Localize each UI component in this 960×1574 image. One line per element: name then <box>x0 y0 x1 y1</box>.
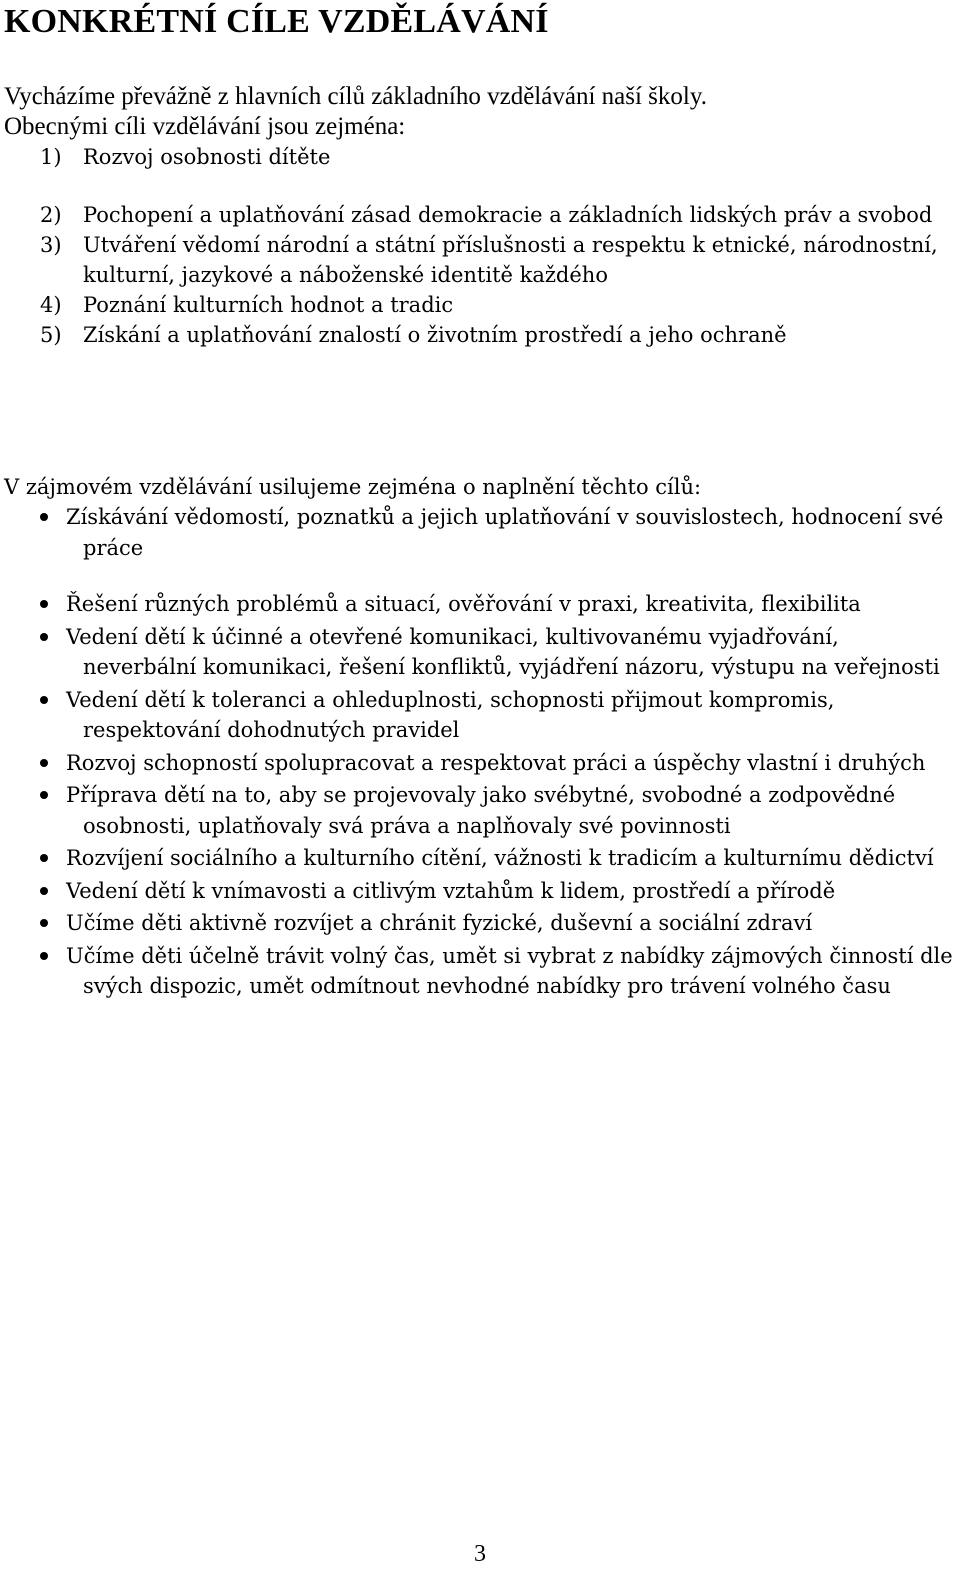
bullet-dot-icon <box>40 854 48 862</box>
bullet-dot-icon <box>40 513 48 521</box>
goal-text: Získání a uplatňování znalostí o životním prostředí a jeho ochraně <box>83 323 787 347</box>
bullet-text: Vedení dětí k účinné a otevřené komunikaci, kultivovanému vyjadřování, neverbální komunikaci, řešení konfliktů, vyjádření názoru, výstupu na veřejnosti <box>66 624 940 679</box>
bullet-dot-icon <box>40 600 48 608</box>
bullet-dot-icon <box>40 633 48 641</box>
intro-line: Vycházíme převážně z hlavních cílů základního vzdělávání naší školy. <box>4 83 707 110</box>
intro-paragraph <box>4 82 707 142</box>
goal-number: 3) <box>40 233 62 257</box>
goal-item <box>40 230 940 290</box>
goal-item <box>40 290 940 320</box>
bullet-dot-icon <box>40 791 48 799</box>
goal-number: 2) <box>40 203 62 227</box>
bullet-dot-icon <box>40 696 48 704</box>
bullet-text: Vedení dětí k vnímavosti a citlivým vztahům k lidem, prostředí a přírodě <box>66 878 836 903</box>
bullet-text: Vedení dětí k toleranci a ohleduplnosti, schopnosti přijmout kompromis, respektování dohodnutých pravidel <box>66 687 835 742</box>
bullet-item <box>4 502 954 563</box>
bullet-text: Řešení různých problémů a situací, ověřování v praxi, kreativita, flexibilita <box>66 592 861 616</box>
bullet-item <box>4 843 954 874</box>
page-number: 3 <box>474 1541 486 1567</box>
bullet-text: Učíme děti aktivně rozvíjet a chránit fyzické, duševní a sociální zdraví <box>66 911 813 935</box>
bullet-text: Rozvoj schopností spolupracovat a respektovat práci a úspěchy vlastní i druhých <box>66 750 926 775</box>
bullet-dot-icon <box>40 919 48 927</box>
bullet-item <box>4 780 954 841</box>
goal-number: 1) <box>40 145 62 169</box>
bullet-item <box>4 685 954 746</box>
section-lead: V zájmovém vzdělávání usilujeme zejména o naplnění těchto cílů: <box>4 475 702 499</box>
bullet-item <box>4 622 954 683</box>
goal-text: Utváření vědomí národní a státní příslušnosti a respektu k etnické, národnostní, kulturní, jazykové a náboženské identitě každého <box>83 233 938 287</box>
bullet-text: Učíme děti účelně trávit volný čas, umět si vybrat z nabídky zájmových činností dle svých dispozic, umět odmítnout nevhodné nabídky pro trávení volného času <box>66 943 953 998</box>
goal-text: Pochopení a uplatňování zásad demokracie a základních lidských práv a svobod <box>83 203 933 227</box>
bullet-item <box>4 876 954 907</box>
goal-item <box>40 142 940 172</box>
goal-text: Poznání kulturních hodnot a tradic <box>83 293 454 317</box>
bullet-list <box>4 502 954 1002</box>
bullet-item <box>4 908 954 939</box>
page-title: KONKRÉTNÍ CÍLE VZDĚLÁVÁNÍ <box>4 3 549 40</box>
bullet-dot-icon <box>40 887 48 895</box>
bullet-text: Získávání vědomostí, poznatků a jejich uplatňování v souvislostech, hodnocení své práce <box>66 505 944 560</box>
goals-list <box>40 142 940 350</box>
intro-line: Obecnými cíli vzdělávání jsou zejména: <box>4 113 406 140</box>
goal-item <box>40 320 940 350</box>
bullet-text: Příprava dětí na to, aby se projevovaly jako svébytné, svobodné a zodpovědné osobnosti, uplatňovaly svá práva a naplňovaly své povinnosti <box>66 783 896 838</box>
interest-education-section <box>4 472 954 1004</box>
bullet-dot-icon <box>40 952 48 960</box>
bullet-item <box>4 748 954 779</box>
bullet-item <box>4 589 954 620</box>
goal-number: 5) <box>40 323 62 347</box>
bullet-item <box>4 941 954 1002</box>
goal-number: 4) <box>40 293 62 317</box>
bullet-dot-icon <box>40 759 48 767</box>
bullet-text: Rozvíjení sociálního a kulturního cítění, vážnosti k tradicím a kulturnímu dědictví <box>66 846 934 870</box>
goal-item <box>40 200 940 230</box>
goal-text: Rozvoj osobnosti dítěte <box>83 145 331 169</box>
